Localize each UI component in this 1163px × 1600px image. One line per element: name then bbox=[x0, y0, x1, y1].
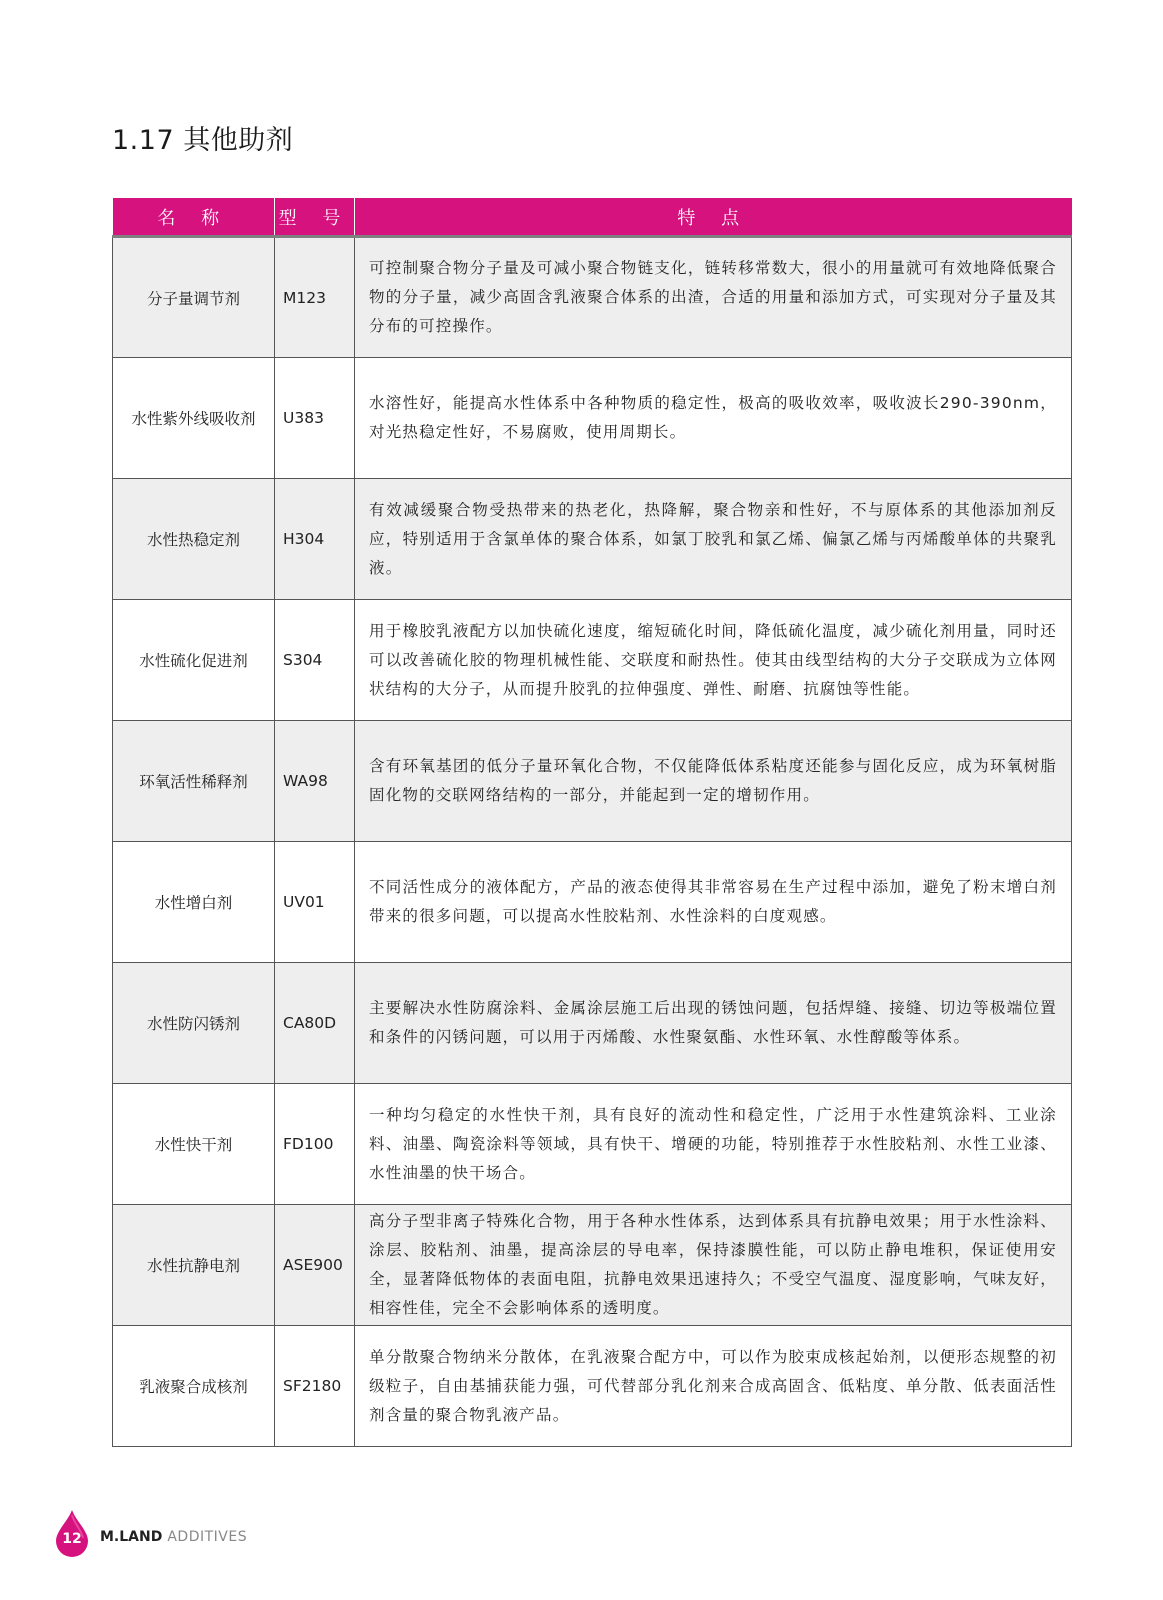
product-description: 单分散聚合物纳米分散体，在乳液聚合配方中，可以作为胶束成核起始剂，以便形态规整的初级粒子，自由基捕获能力强，可代替部分乳化剂来合成高固含、低粘度、单分散、低表面活性剂含量的聚合物乳液产品。 bbox=[355, 1326, 1072, 1447]
table-row bbox=[113, 1084, 1072, 1205]
page-number-badge bbox=[54, 1509, 90, 1557]
product-model: U383 bbox=[275, 358, 355, 479]
product-model: CA80D bbox=[275, 963, 355, 1084]
product-model: FD100 bbox=[275, 1084, 355, 1205]
product-description: 用于橡胶乳液配方以加快硫化速度，缩短硫化时间，降低硫化温度，减少硫化剂用量，同时还可以改善硫化胶的物理机械性能、交联度和耐热性。使其由线型结构的大分子交联成为立体网状结构的大分子，从而提升胶乳的拉伸强度、弹性、耐磨、抗腐蚀等性能。 bbox=[355, 600, 1072, 721]
product-name: 水性增白剂 bbox=[113, 842, 275, 963]
additives-table bbox=[112, 198, 1072, 1447]
table-row bbox=[113, 479, 1072, 600]
product-description: 高分子型非离子特殊化合物，用于各种水性体系，达到体系具有抗静电效果；用于水性涂料、涂层、胶粘剂、油墨，提高涂层的导电率，保持漆膜性能，可以防止静电堆积，保证使用安全，显著降低物体的表面电阻，抗静电效果迅速持久；不受空气温度、湿度影响，气味友好，相容性佳，完全不会影响体系的透明度。 bbox=[355, 1205, 1072, 1326]
product-description: 不同活性成分的液体配方，产品的液态使得其非常容易在生产过程中添加，避免了粉末增白剂带来的很多问题，可以提高水性胶粘剂、水性涂料的白度观感。 bbox=[355, 842, 1072, 963]
table-row bbox=[113, 1205, 1072, 1326]
product-name: 水性防闪锈剂 bbox=[113, 963, 275, 1084]
product-name: 水性硫化促进剂 bbox=[113, 600, 275, 721]
product-description: 主要解决水性防腐涂料、金属涂层施工后出现的锈蚀问题，包括焊缝、接缝、切边等极端位置和条件的闪锈问题，可以用于丙烯酸、水性聚氨酯、水性环氧、水性醇酸等体系。 bbox=[355, 963, 1072, 1084]
product-name: 水性紫外线吸收剂 bbox=[113, 358, 275, 479]
product-name: 水性热稳定剂 bbox=[113, 479, 275, 600]
page-footer bbox=[54, 1512, 247, 1554]
section-title: 1.17 其他助剂 bbox=[112, 125, 294, 156]
product-name: 环氧活性稀释剂 bbox=[113, 721, 275, 842]
product-description: 含有环氧基团的低分子量环氧化合物，不仅能降低体系粘度还能参与固化反应，成为环氧树脂固化物的交联网络结构的一部分，并能起到一定的增韧作用。 bbox=[355, 721, 1072, 842]
product-description: 一种均匀稳定的水性快干剂，具有良好的流动性和稳定性，广泛用于水性建筑涂料、工业涂料、油墨、陶瓷涂料等领域，具有快干、增硬的功能，特别推荐于水性胶粘剂、水性工业漆、水性油墨的快干场合。 bbox=[355, 1084, 1072, 1205]
product-name: 乳液聚合成核剂 bbox=[113, 1326, 275, 1447]
table-row bbox=[113, 237, 1072, 358]
header-features: 特 点 bbox=[355, 198, 1072, 237]
product-model: H304 bbox=[275, 479, 355, 600]
product-model: SF2180 bbox=[275, 1326, 355, 1447]
brand-subtitle: ADDITIVES bbox=[167, 1529, 248, 1545]
table-row bbox=[113, 600, 1072, 721]
table-header-row bbox=[113, 198, 1072, 237]
table-row bbox=[113, 842, 1072, 963]
product-model: M123 bbox=[275, 237, 355, 358]
page-number: 12 bbox=[62, 1531, 82, 1547]
product-model: UV01 bbox=[275, 842, 355, 963]
table-row bbox=[113, 358, 1072, 479]
product-model: S304 bbox=[275, 600, 355, 721]
brand-name: M.LAND bbox=[100, 1529, 163, 1545]
table-row bbox=[113, 721, 1072, 842]
header-name: 名 称 bbox=[113, 198, 275, 237]
header-model: 型 号 bbox=[275, 198, 355, 237]
table-row bbox=[113, 1326, 1072, 1447]
product-description: 有效减缓聚合物受热带来的热老化，热降解，聚合物亲和性好，不与原体系的其他添加剂反应，特别适用于含氯单体的聚合体系，如氯丁胶乳和氯乙烯、偏氯乙烯与丙烯酸单体的共聚乳液。 bbox=[355, 479, 1072, 600]
product-model: WA98 bbox=[275, 721, 355, 842]
product-description: 可控制聚合物分子量及可减小聚合物链支化，链转移常数大，很小的用量就可有效地降低聚合物的分子量，减少高固含乳液聚合体系的出渣，合适的用量和添加方式，可实现对分子量及其分布的可控操作。 bbox=[355, 237, 1072, 358]
product-name: 分子量调节剂 bbox=[113, 237, 275, 358]
table-row bbox=[113, 963, 1072, 1084]
product-description: 水溶性好，能提高水性体系中各种物质的稳定性，极高的吸收效率，吸收波长290-390nm，对光热稳定性好，不易腐败，使用周期长。 bbox=[355, 358, 1072, 479]
product-name: 水性快干剂 bbox=[113, 1084, 275, 1205]
product-name: 水性抗静电剂 bbox=[113, 1205, 275, 1326]
product-model: ASE900 bbox=[275, 1205, 355, 1326]
